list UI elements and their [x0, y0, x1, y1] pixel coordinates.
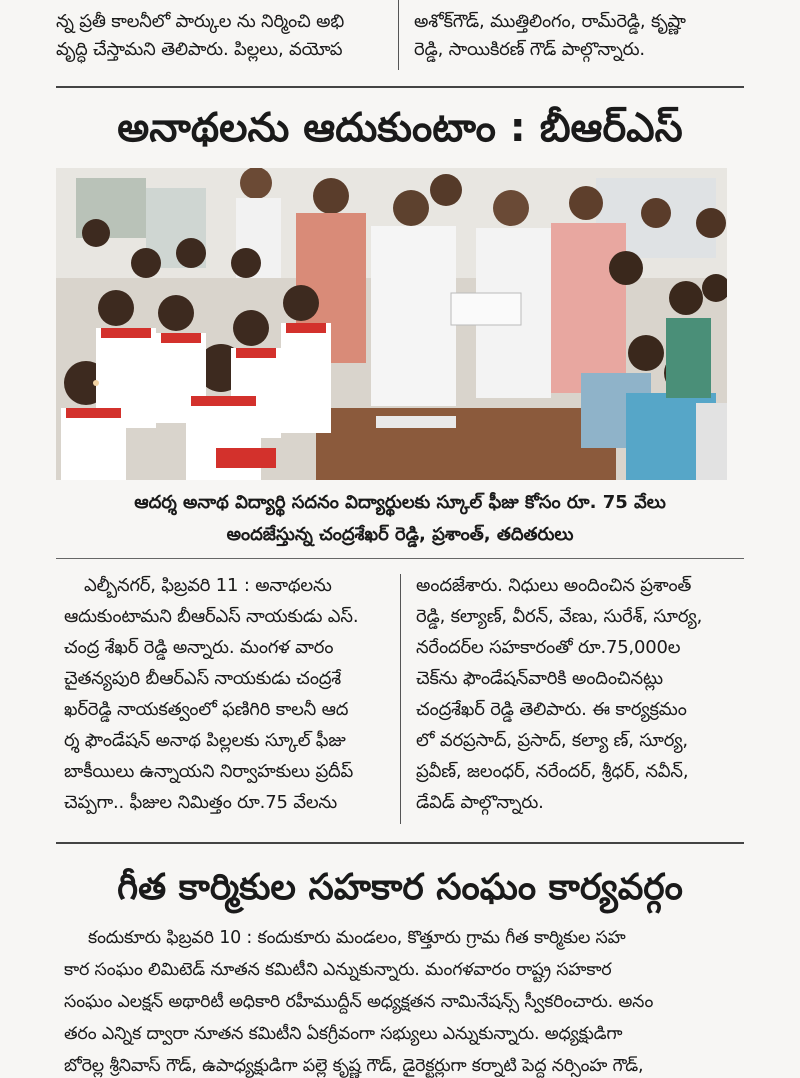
text-line: చంద్రశేఖర్ రెడ్డి తెలిపారు. ఈ కార్యక్రమం [416, 699, 687, 720]
text-line: ఆదుకుంటామని బీఆర్‌ఎస్ నాయకుడు ఎస్. [64, 606, 359, 627]
article-headline: అనాథలను ఆదుకుంటాం : బీఆర్‌ఎస్ [117, 105, 683, 151]
text-line: ఖర్‌రెడ్డి నాయకత్వంలో ఫణిగిరి కాలనీ ఆద [64, 699, 349, 720]
text-line: డేవిడ్ పాల్గొన్నారు. [416, 792, 544, 813]
section-divider [56, 86, 744, 88]
text-line: నరేందర్‌ల సహకారంతో రూ.75,000ల [416, 637, 681, 658]
text-line: రెడ్డి, సాయికిరణ్ గౌడ్ పాల్గొన్నారు. [414, 39, 645, 60]
photo-caption-line: ఆదర్శ అనాథ విద్యార్థి సదనం విద్యార్థులకు స్కూల్ ఫీజు కోసం రూ. 75 వేలు [134, 492, 666, 513]
text-line: బాకీయిలు ఉన్నాయని నిర్వాహకులు ప్రదీప్ [64, 761, 354, 782]
text-line: న్న ప్రతీ కాలనీలో పార్కుల ను నిర్మించి అభి [56, 11, 345, 32]
text-line: ప్రవీణ్, జలంధర్, నరేందర్, శ్రీధర్, నవీన్, [416, 761, 689, 782]
text-line: అందజేశారు. నిధులు అందించిన ప్రశాంత్ [416, 575, 692, 596]
photo-illustration [56, 168, 727, 480]
text-line: సంఘం ఎలక్షన్ అథారిటీ అధికారి రహీముద్దీన్ అధ్యక్షతన నామినేషన్స్ స్వీకరించారు. అనం [64, 992, 654, 1012]
text-line: వృద్ధి చేస్తామని తెలిపారు. పిల్లలు, వయోప [56, 39, 343, 60]
text-line: చెప్పగా.. ఫీజుల నిమిత్తం రూ.75 వేలను [64, 792, 338, 813]
text-line: ఎల్బీనగర్, ఫిబ్రవరి 11 : అనాథలను [84, 575, 332, 596]
text-line: చంద్ర శేఖర్ రెడ్డి అన్నారు. మంగళ వారం [64, 637, 334, 658]
caption-divider [56, 558, 744, 559]
photo-caption-line: అందజేస్తున్న చంద్రశేఖర్ రెడ్డి, ప్రశాంత్, తదితరులు [226, 524, 574, 545]
text-line: రెడ్డి, కల్యాణ్, వీరన్, వేణు, సురేశ్, సూర్య, [416, 606, 703, 627]
column-divider [400, 574, 401, 824]
prev-article-right [414, 0, 754, 70]
text-line: బోరెల్ల శ్రీనివాస్ గౌడ్, ఉపాధ్యక్షుడిగా పల్లె కృష్ణ గౌడ్, డైరెక్టర్లుగా కర్నాటి పెద్ద నర్సింహ గౌడ్, [64, 1056, 644, 1076]
text-line: అశోక్‌గౌడ్, ముత్తిలింగం, రామ్‌రెడ్డి, కృష్ణా [414, 11, 686, 32]
text-line: ర్శ ఫౌండేషన్ అనాథ పిల్లలకు స్కూల్ ఫీజు [64, 730, 346, 751]
column-divider [398, 0, 399, 70]
text-line: చెక్‌ను ఫౌండేషన్‌వారికి అందించినట్లు [416, 668, 663, 689]
text-line: కార సంఘం లిమిటెడ్ నూతన కమిటీని ఎన్నుకున్నారు. మంగళవారం రాష్ట్ర సహకార [64, 960, 612, 980]
text-line: కందుకూరు ఫిబ్రవరి 10 : కందుకూరు మండలం, కొత్తూరు గ్రామ గీత కార్మికుల సహ [88, 928, 626, 948]
text-line: చైతన్యపురి బీఆర్‌ఎస్ నాయకుడు చంద్రశే [64, 668, 341, 689]
article-headline: గీత కార్మికుల సహకార సంఘం కార్యవర్గం [117, 867, 683, 908]
section-divider [56, 842, 744, 844]
text-line: తరం ఎన్నిక ద్వారా నూతన కమిటీని ఏకగ్రీవంగా సభ్యులు ఎన్నుకున్నారు. అధ్యక్షుడిగా [64, 1024, 623, 1044]
news-photo [56, 168, 727, 480]
prev-article-left [56, 0, 386, 70]
text-line: లో వరప్రసాద్, ప్రసాద్, కల్యా ణ్, సూర్య, [416, 730, 688, 751]
